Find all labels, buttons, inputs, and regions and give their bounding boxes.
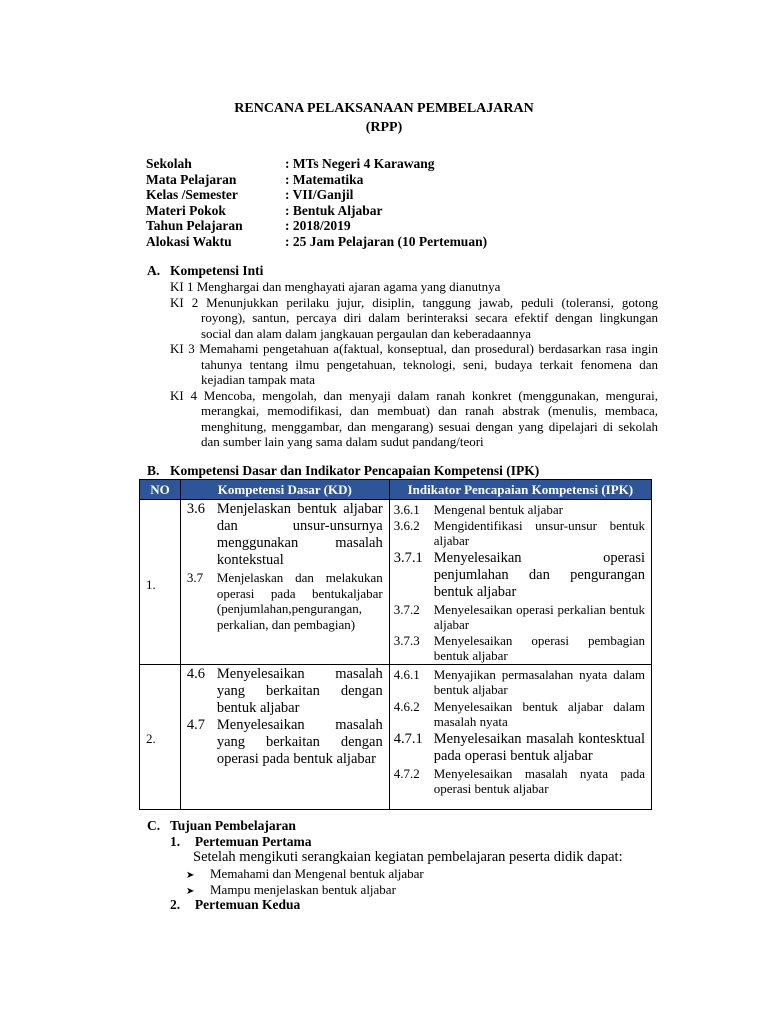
ipk-item — [394, 602, 645, 633]
identity-label: Tahun Pelajaran — [146, 218, 243, 233]
identity-row — [146, 203, 383, 219]
identity-value: : 2018/2019 — [285, 218, 351, 233]
ipk-number: 3.7.3 — [393, 632, 420, 648]
section-a-letter: A. — [147, 263, 161, 278]
ipk-number: 4.6.1 — [393, 666, 420, 682]
ipk-item — [394, 550, 645, 601]
meeting-1-number: 1. — [170, 834, 181, 849]
ki-list — [170, 279, 658, 450]
identity-label: Mata Pelajaran — [146, 171, 237, 187]
objective-bullet — [186, 866, 424, 882]
table-row — [140, 664, 652, 809]
identity-value: : VII/Ganjil — [285, 187, 354, 202]
document-subtitle: (RPP) — [365, 120, 403, 135]
kd-text: Menyelesaikan masalah yang berkaitan dengan operasi pada bentuk aljabar — [216, 716, 383, 767]
kd-item — [187, 717, 383, 768]
kd-text: Menjelaskan dan melakukan operasi pada bentukaljabar (penjumlahan,pengurangan, perkalian, dan pembagian) — [216, 570, 383, 632]
ipk-item — [394, 633, 645, 664]
meeting-1-heading — [170, 834, 311, 850]
identity-label: Alokasi Waktu — [146, 233, 232, 249]
meeting-2-title: Pertemuan Kedua — [194, 897, 301, 912]
identity-value: : MTs Negeri 4 Karawang — [285, 156, 435, 171]
section-b-title: Kompetensi Dasar dan Indikator Pencapaian Kompetensi (IPK) — [170, 463, 540, 478]
meeting-2-number: 2. — [170, 897, 181, 912]
kd-item — [187, 666, 383, 717]
ipk-item — [394, 731, 645, 765]
header-no: NO — [140, 480, 181, 500]
ipk-cell — [389, 500, 651, 665]
section-a-heading — [147, 263, 264, 279]
kd-item — [187, 570, 383, 632]
ipk-item — [394, 502, 645, 518]
kd-cell — [180, 500, 389, 665]
objective-text: Mampu menjelaskan bentuk aljabar — [210, 882, 396, 897]
section-a-title: Kompetensi Inti — [170, 263, 264, 278]
objective-intro: Setelah mengikuti serangkaian kegiatan pembelajaran peserta didik dapat: — [193, 849, 623, 865]
table-header-row — [140, 480, 652, 500]
row-number: 2. — [140, 664, 181, 809]
kd-number: 3.6 — [186, 501, 205, 517]
kd-number: 4.6 — [186, 665, 205, 682]
meeting-2-heading — [170, 897, 300, 913]
ipk-number: 3.6.2 — [393, 517, 420, 533]
ki-item: KI 4 Mencoba, mengolah, dan menyaji dalam ranah konkret (menggunakan, mengurai, merangkai, memodifikasi, dan membuat) dan ranah abstrak (menulis, membaca, menghitung, menggambar, dan mengarang) sesuai dengan yang dipelajari di sekolah dan sumber lain yang sama dalam sudut pandang/teori — [170, 387, 658, 449]
section-c-title: Tujuan Pembelajaran — [170, 818, 296, 833]
kd-ipk-table — [139, 479, 652, 810]
identity-value: : Matematika — [285, 171, 364, 187]
ipk-number: 4.6.2 — [393, 698, 420, 714]
ipk-number: 3.7.2 — [393, 601, 420, 617]
identity-value: : Bentuk Aljabar — [285, 202, 383, 218]
ipk-item — [394, 518, 645, 549]
ipk-number: 3.7.1 — [393, 549, 423, 566]
identity-row — [146, 156, 434, 172]
ipk-text: Menyelesaikan operasi perkalian bentuk aljabar — [433, 601, 645, 632]
ipk-item — [394, 699, 645, 730]
ipk-text: Menyelesaikan operasi pembagian bentuk aljabar — [433, 632, 645, 663]
objective-bullet — [186, 882, 396, 898]
kd-number: 3.7 — [186, 570, 204, 585]
arrow-bullet-icon: ➤ — [186, 870, 195, 881]
section-c-letter: C. — [147, 818, 161, 833]
header-kd: Kompetensi Dasar (KD) — [180, 480, 389, 500]
ipk-text: Mengenal bentuk aljabar — [433, 502, 563, 517]
ipk-cell — [389, 664, 651, 809]
ipk-text: Menyelesaikan masalah nyata pada operasi bentuk aljabar — [433, 765, 645, 796]
kd-cell — [180, 664, 389, 809]
kd-text: Menyelesaikan masalah yang berkaitan dengan bentuk aljabar — [216, 665, 383, 716]
identity-row — [146, 172, 363, 188]
row-number: 1. — [140, 500, 181, 665]
document-title: RENCANA PELAKSANAAN PEMBELAJARAN — [234, 101, 534, 116]
identity-row — [146, 218, 351, 234]
arrow-bullet-icon: ➤ — [186, 886, 195, 897]
identity-row — [146, 187, 353, 203]
ipk-text: Menyelesaikan masalah kontesktual pada operasi bentuk aljabar — [433, 730, 645, 764]
kd-item — [187, 501, 383, 569]
ipk-item — [394, 766, 645, 797]
objective-text: Memahami dan Mengenal bentuk aljabar — [210, 866, 424, 881]
kd-number: 4.7 — [186, 716, 205, 733]
section-c-heading — [147, 818, 296, 834]
ipk-text: Menyajikan permasalahan nyata dalam bentuk aljabar — [433, 666, 645, 697]
identity-label: Materi Pokok — [146, 202, 226, 218]
kd-text: Menjelaskan bentuk aljabar dan unsur-unsurnya menggunakan masalah kontekstual — [216, 501, 383, 568]
ipk-text: Mengidentifikasi unsur-unsur bentuk aljabar — [433, 517, 645, 548]
header-ipk: Indikator Pencapaian Kompetensi (IPK) — [389, 480, 651, 500]
ki-item: KI 1 Menghargai dan menghayati ajaran agama yang dianutnya — [170, 279, 501, 294]
meeting-1-title: Pertemuan Pertama — [194, 834, 312, 849]
ipk-number: 3.6.1 — [393, 502, 420, 517]
ipk-item — [394, 667, 645, 698]
identity-label: Kelas /Semester — [146, 187, 238, 202]
table-row — [140, 500, 652, 665]
section-b-letter: B. — [147, 463, 160, 478]
identity-label: Sekolah — [146, 156, 192, 171]
identity-row — [146, 234, 487, 250]
identity-value: : 25 Jam Pelajaran (10 Pertemuan) — [285, 233, 488, 249]
section-b-heading — [147, 463, 540, 479]
ipk-text: Menyelesaikan operasi penjumlahan dan pengurangan bentuk aljabar — [433, 549, 645, 600]
ipk-number: 4.7.1 — [393, 730, 423, 747]
ki-item: KI 3 Memahami pengetahuan a(faktual, konseptual, dan prosedural) berdasarkan rasa ingin tahunya tentang ilmu pengetahuan, teknologi, seni, budaya terkait fenomena dan kejadian tampak mata — [170, 341, 658, 387]
ipk-number: 4.7.2 — [393, 765, 420, 781]
ipk-text: Menyelesaikan bentuk aljabar dalam masalah nyata — [433, 698, 645, 729]
ki-item: KI 2 Menunjukkan perilaku jujur, disiplin, tanggung jawab, peduli (toleransi, gotong royong), santun, percaya diri dalam berinteraksi secara efektif dengan lingkungan social dan alam dalam jangkauan pergaulan dan keberadaannya — [170, 294, 658, 341]
